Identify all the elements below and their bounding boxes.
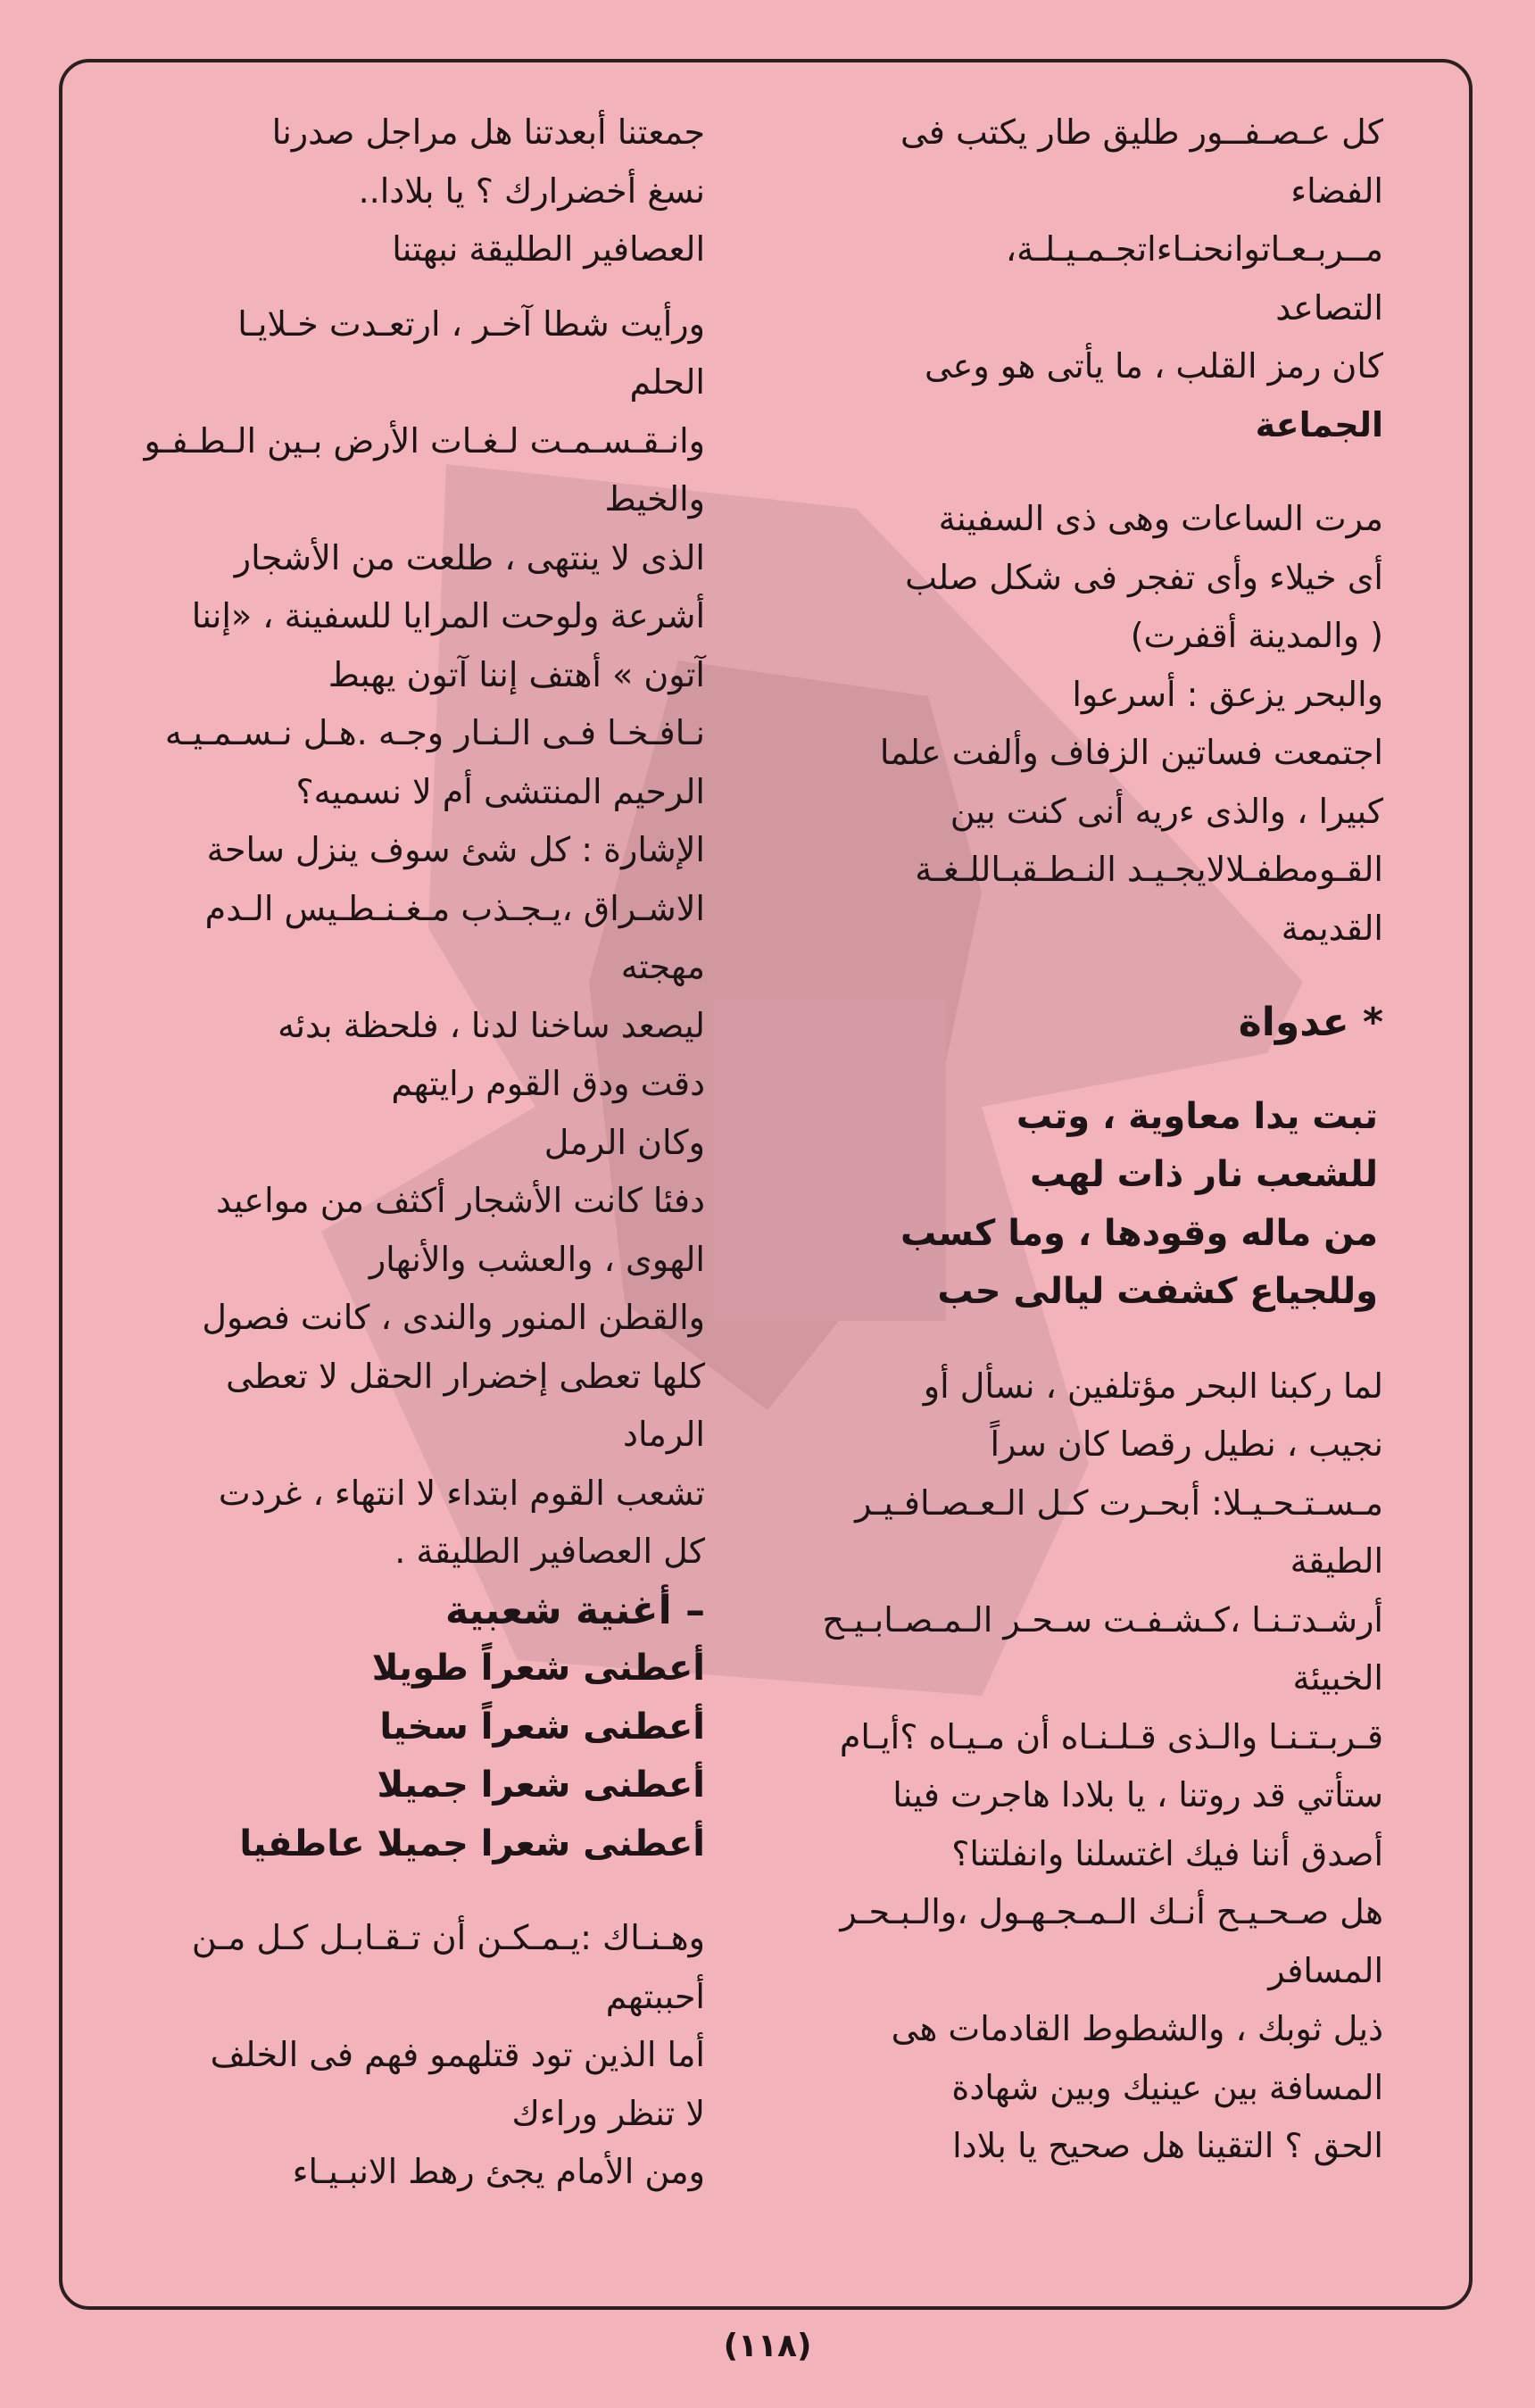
text-line: قـربـتـنـا والـذى قـلـنـاه أن مـيـاه ؟أيـام: [839, 1716, 1383, 1756]
text-line: كبيرا ، والذى ءريه أنى كنت بين: [950, 791, 1383, 831]
text-line: نسغ أخضرارك ؟ يا بلادا..: [358, 170, 705, 211]
text-line: نجيب ، نطيل رقصا كان سراً: [990, 1424, 1383, 1464]
text-line: القديمة: [1281, 908, 1383, 948]
page-number: (١١٨): [723, 2328, 812, 2364]
text-line: والبحر يزعق : أسرعوا: [1072, 674, 1383, 714]
section-title: – أغنية شعبية: [444, 1587, 705, 1633]
text-line: أى خيلاء وأى تفجر فى شكل صلب: [905, 557, 1383, 597]
text-line: وكان الرمل: [543, 1122, 705, 1162]
text-line: وانـقـسـمـت لـغـات الأرض بـين الـطـفـو: [144, 420, 705, 461]
poem-line: للشعب نار ذات لهب: [1029, 1154, 1378, 1195]
text-line: القـومطفـلالايجـيـد النـطـقبـاللـغـة: [915, 850, 1383, 889]
text-line: العصافير الطليقة نبهتنا: [392, 229, 705, 269]
song-line: أعطنى شعرا جميلا عاطفيا: [239, 1823, 705, 1864]
text-line: أصدق أننا فيك اغتسلنا وانفلتنا؟: [951, 1833, 1383, 1873]
poem-line: تبت يدا معاوية ، وتب: [1016, 1095, 1378, 1137]
text-line: كان رمز القلب ، ما يأتى هو وعى: [924, 346, 1383, 386]
text-line: آتون » أهتف إننا آتون يهبط: [328, 654, 705, 694]
text-line: ورأيت شطا آخـر ، ارتعـدت خـلايـا: [237, 303, 705, 344]
text-line: هل صـحـيـح أنـك الـمـجـهـول ،والـبـحـر: [840, 1892, 1383, 1931]
section-gap: [741, 1322, 1383, 1358]
text-line: الطيقة: [1290, 1541, 1383, 1581]
text-line: أرشـدتـنـا ،كـشـفـت سـحـر الـمـصـابـيـح: [822, 1599, 1383, 1640]
text-line: مــربـعـاتوانحنـاءاتجـمـيـلـة،: [1005, 229, 1383, 269]
text-line: والخيط: [604, 479, 705, 519]
text-line: مهجته: [620, 947, 705, 986]
text-line: المسافر: [1268, 1950, 1383, 1990]
text-line: الإشارة : كل شئ سوف ينزل ساحة: [206, 830, 705, 869]
text-line: المسافة بين عينيك وبين شهادة: [951, 2067, 1383, 2107]
text-line: دقت ودق القوم رايتهم: [391, 1064, 705, 1103]
text-line: الهوى ، والعشب والأنهار: [369, 1239, 705, 1279]
text-line: اجتمعت فساتين الزفاف وألفت علما: [879, 733, 1383, 772]
text-line: الحلم: [629, 362, 705, 402]
song-line: أعطنى شعرا جميلا: [377, 1764, 705, 1806]
text-line: الفضاء: [1290, 170, 1383, 211]
text-line: دفئا كانت الأشجار أكثف من مواعيد: [216, 1181, 705, 1220]
text-line: أشرعة ولوحت المرايا للسفينة ، «إننا: [191, 596, 705, 635]
text-line: لا تنظر وراءك: [511, 2093, 705, 2133]
text-line: ذيل ثوبك ، والشطوط القادمات هى: [891, 2009, 1383, 2048]
text-line: وهـنـاك :يـمـكـن أن تـقـابـل كـل مـن: [191, 1918, 705, 1957]
text-line: نـافـخـا فـى الـنـار وجـه .هـل نـسـمـيـه: [164, 713, 705, 752]
text-line: كل عـصـفــور طليق طار يكتب فى: [900, 112, 1383, 152]
text-line: ومن الأمام يجئ رهط الانبـيـاء: [292, 2152, 705, 2191]
text-line: الرماد: [623, 1415, 705, 1454]
text-line: الحق ؟ التقينا هل صحيح يا بلادا: [952, 2126, 1383, 2165]
text-line: مـسـتـحـيـلا: أبحـرت كـل الـعـصـافـيـر: [855, 1482, 1383, 1523]
text-line: كلها تعطى إخضرار الحقل لا تعطى: [226, 1356, 705, 1396]
text-line: ليصعد ساخنا لدنا ، فلحظة بدئه: [278, 1005, 705, 1045]
poem-line: من ماله وقودها ، وما كسب: [900, 1212, 1378, 1254]
text-line: الذى لا ينتهى ، طلعت من الأشجار: [234, 537, 705, 577]
text-line: الرحيم المنتشى أم لا نسميه؟: [295, 771, 705, 811]
text-line: كل العصافير الطليقة .: [394, 1532, 705, 1571]
text-line: التصاعد: [1275, 287, 1383, 328]
stanza-gap: [62, 279, 705, 295]
left-column: [62, 104, 705, 2202]
text-line: أما الذين تود قتلهمو فهم فى الخلف: [210, 2035, 705, 2074]
stanza-gap: [741, 454, 1383, 490]
text-line: لما ركبنا البحر مؤتلفين ، نسأل أو: [923, 1366, 1383, 1406]
text-line: الاشـراق ،يـجـذب مـغـنـطـيس الـدم: [204, 888, 705, 928]
text-line: والقطن المنور والندى ، كانت فصول: [202, 1298, 705, 1337]
section-gap: [741, 1052, 1383, 1088]
text-line: تشعب القوم ابتداء لا انتهاء ، غردت: [218, 1473, 705, 1513]
text-line: ( والمدينة أقفرت): [1130, 616, 1383, 655]
text-line: الخبيئة: [1292, 1658, 1383, 1698]
section-gap: [62, 1873, 705, 1909]
poem-line: وللجياع كشفت ليالى حب: [937, 1271, 1378, 1312]
text-line: الجماعة: [1255, 404, 1383, 444]
section-title: * عدواة: [1238, 1000, 1383, 1045]
text-line: أحببتهم: [605, 1976, 705, 2016]
song-line: أعطنى شعراً سخيا: [379, 1706, 705, 1748]
text-line: مرت الساعات وهى ذى السفينة: [938, 499, 1383, 538]
text-line: ستأتي قد روتنا ، يا بلادا هاجرت فينا: [892, 1775, 1383, 1814]
song-line: أعطنى شعراً طويلا: [371, 1648, 705, 1689]
section-gap: [741, 958, 1383, 993]
text-line: جمعتنا أبعدتنا هل مراجل صدرنا: [271, 112, 705, 152]
right-column: [741, 104, 1383, 2176]
